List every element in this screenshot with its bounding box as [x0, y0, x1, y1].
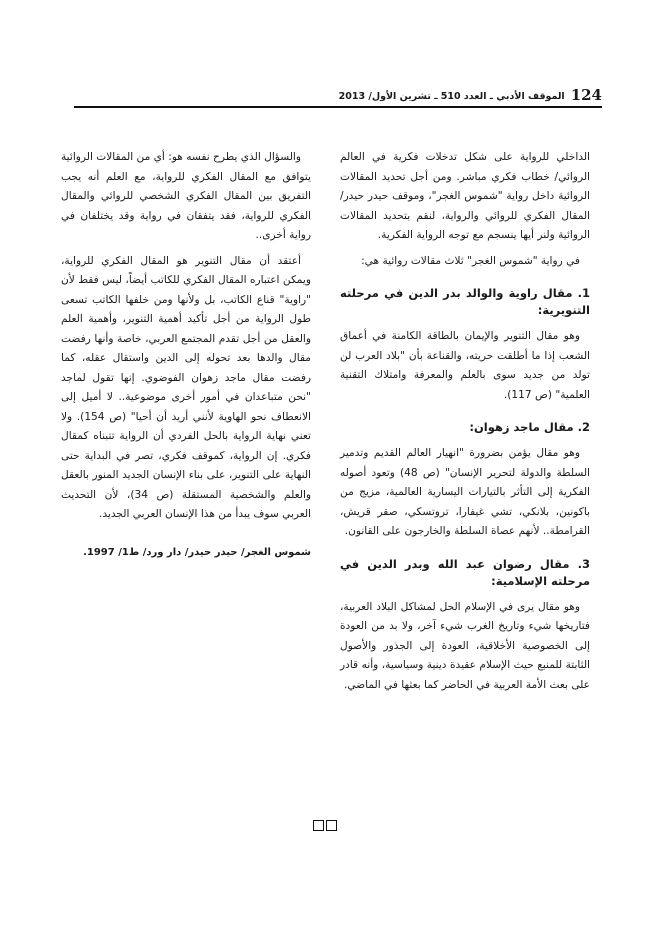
- paragraph: وهو مقال التنوير والإيمان بالطاقة الكامنة في أعماق الشعب إذا ما أطلقت حريته، والقناعة بأن "بلاد العرب لن تولد من جديد سوى بالعلم والمعرفة وامتلاك التقنية العلمية" (ص 117).: [340, 330, 590, 401]
- paragraph: وهو مقال يؤمن بضرورة "انهيار العالم القديم وتدمير السلطة والدولة لتحرير الإنسان" (ص 48) وتعود أصوله الفكرية إلى التأثر بالتيارات اليسارية العالمية، مزيج من باكونين، بلانكي، تشي غيفارا، تروتسكي، صقر قريش، القرامطة.. لأنهم عصاة السلطة والخارجون على القانون.: [340, 447, 590, 537]
- paragraph: والسؤال الذي يطرح نفسه هو: أي من المقالات الروائية يتوافق مع المقال الفكري للرواية، مع العلم أنه يجب التفريق بين المقال الفكري الشخصي للروائي والمقال الفكري للرواية، فقد يتفقان في رواية وقد يختلفان في رواية أخرى..: [61, 151, 311, 241]
- paragraph: أعتقد أن مقال التنوير هو المقال الفكري للرواية، ويمكن اعتباره المقال الفكري للكاتب أيضاً، ليس فقط لأن "راوية" قناع الكاتب، بل ولأنها ومن خلفها الكاتب تسعى طول الرواية من أجل تأكيد أهمية التنوير، وأهمية العلم والعقل من أجل تقدم المجتمع العربي، خاصة وأنها رفضت مقال والدها بعد تحوله إلى الدين واستقال عقله، كما رفضت مقال ماجد زهوان الفوضوي. إنها تقول لماجد "نحن متباعدان في أمور أخرى موضوعية.. لا أميل إلى الانعطاف نحو الهاوية لأنني أريد أن أحيا" (ص 154). ولا تعني نهاية الرواية بالحل الفردي أن الرواية تتبناه كمقال فكري. إن الرواية، كموقف فكري، تصر في البداية حتى النهاية على التنوير، على بناء الإنسان الجديد المنور بالعقل والعلم والشخصية المستقلة (ص 34)، لأن التحديث العربي سوف يبدأ من هذا الإنسان العربي الجديد.: [61, 254, 311, 520]
- square-ornament-icon: [326, 820, 337, 831]
- page-header: [338, 82, 602, 104]
- paragraph: وهو مقال يرى في الإسلام الحل لمشاكل البلاد العربية، فتاريخها شيء وتاريخ الغرب شيء آخر، ولا بد من العودة إلى الخصوصية الأخلاقية، العودة إلى الجذور والأصول الثابتة للمنبع حيث الإسلام عقيدة دينية وسياسية، وأنه قادر على بعث الأمة العربية في الحاضر كما بعثها في الماضي.: [340, 600, 590, 691]
- header-rule: [74, 106, 602, 108]
- citation: شموس الغجر/ حيدر حيدر/ دار ورد/ ط1/ 1997.: [83, 546, 311, 558]
- section-heading: 2. مقال ماجد زهوان:: [469, 420, 590, 434]
- square-ornament-icon: [313, 820, 324, 831]
- paragraph: في رواية "شموس الغجر" ثلاث مقالات روائية هي:: [361, 254, 580, 267]
- page-number: 124: [570, 86, 602, 104]
- footer-ornament: [313, 820, 337, 831]
- running-head: الموقف الأدبي ـ العدد 510 ـ تشرين الأول/ 2013: [338, 91, 565, 102]
- right-column: [340, 148, 590, 701]
- paragraph: الداخلي للرواية على شكل تدخلات فكرية في العالم الروائي/ خطاب فكري مباشر. ومن أجل تحديد المقالات الروائية داخل رواية "شموس الغجر"، وموقف حيدر حيدر/ المقال الفكري للروائي والرواية، لنقم بتحديد المقالات الروائية ولنر أيها ينسجم مع توجه الرواية الفكرية.: [340, 151, 590, 241]
- section-heading: 3. مقال رضوان عبد الله وبدر الدين في مرحلته الإسلامية:: [340, 556, 590, 588]
- left-column: [61, 148, 311, 568]
- section-heading: 1. مقال راوية والوالد بدر الدين في مرحلته التنويرية:: [340, 286, 590, 317]
